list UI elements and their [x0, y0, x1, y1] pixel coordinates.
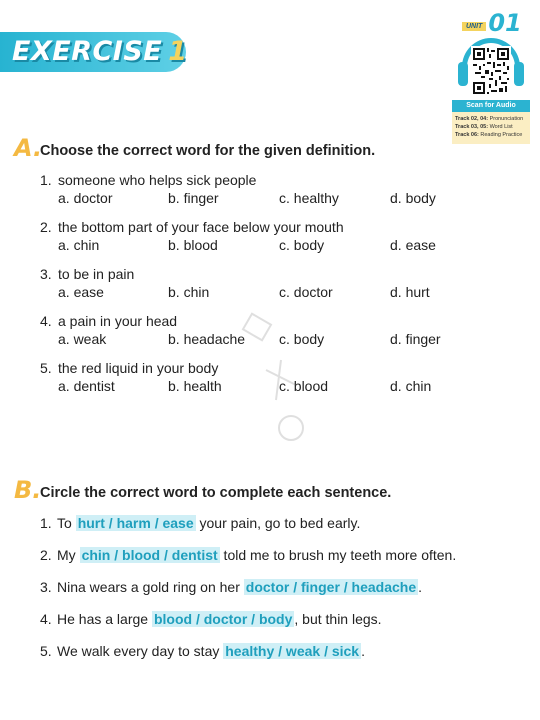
scan-for-audio-label: Scan for Audio	[452, 100, 530, 112]
option-a[interactable]: a. ease	[58, 284, 104, 300]
option-c[interactable]: c. body	[279, 331, 325, 347]
exercise-title: EXERCISE 1	[12, 36, 188, 67]
option-b[interactable]: b. health	[168, 378, 222, 394]
sentence-2: 2. My chin / blood / dentist told me to brush my teeth more often.	[40, 547, 457, 563]
option-a[interactable]: a. weak	[58, 331, 107, 347]
word-choices[interactable]: doctor / finger / headache	[245, 579, 417, 595]
option-b[interactable]: b. headache	[168, 331, 246, 347]
word-choices[interactable]: hurt / harm / ease	[77, 515, 194, 531]
exercise-banner	[0, 32, 186, 72]
option-a[interactable]: a. doctor	[58, 190, 113, 206]
sentence-1: 1. To hurt / harm / ease your pain, go to bed early.	[40, 515, 361, 531]
track-item: Track 02, 04: Pronunciation	[455, 116, 524, 122]
section-b-letter: B.	[14, 476, 42, 504]
section-a-title: Choose the correct word for the given definition.	[40, 143, 376, 159]
option-a[interactable]: a. dentist	[58, 378, 115, 394]
word-choices[interactable]: healthy / weak / sick	[225, 643, 360, 659]
word-choices[interactable]: chin / blood / dentist	[81, 547, 218, 563]
sentence-4: 4. He has a large blood / doctor / body , but thin legs.	[40, 611, 382, 627]
option-b[interactable]: b. finger	[168, 190, 219, 206]
option-d[interactable]: d. finger	[390, 331, 441, 347]
option-d[interactable]: d. chin	[390, 378, 432, 394]
unit-number: 01	[488, 9, 522, 37]
option-d[interactable]: d. hurt	[390, 284, 430, 300]
unit-word: UNIT	[462, 22, 486, 31]
sentence-5: 5. We walk every day to stay healthy / weak / sick .	[40, 643, 365, 659]
qr-code-icon[interactable]	[471, 46, 511, 96]
option-b[interactable]: b. chin	[168, 284, 210, 300]
sentence-3: 3. Nina wears a gold ring on her doctor / finger / headache .	[40, 579, 423, 595]
exercise-number: 1	[168, 36, 188, 67]
track-item: Track 06: Reading Practice	[455, 132, 523, 138]
headphone-right-ear	[514, 62, 524, 86]
headphone-left-ear	[458, 62, 468, 86]
option-c[interactable]: c. blood	[279, 378, 329, 394]
section-b-title: Circle the correct word to complete each sentence.	[40, 485, 392, 501]
option-d[interactable]: d. ease	[390, 237, 436, 253]
unit-label	[462, 11, 522, 35]
track-item: Track 03, 05: Word List	[455, 124, 513, 130]
word-choices[interactable]: blood / doctor / body	[153, 611, 293, 627]
option-c[interactable]: c. body	[279, 237, 325, 253]
option-d[interactable]: d. body	[390, 190, 436, 206]
section-a-letter: A.	[14, 134, 43, 162]
audio-qr-frame	[452, 36, 530, 100]
option-b[interactable]: b. blood	[168, 237, 218, 253]
track-list	[452, 112, 530, 144]
option-c[interactable]: c. doctor	[279, 284, 333, 300]
option-a[interactable]: a. chin	[58, 237, 100, 253]
option-c[interactable]: c. healthy	[279, 190, 339, 206]
